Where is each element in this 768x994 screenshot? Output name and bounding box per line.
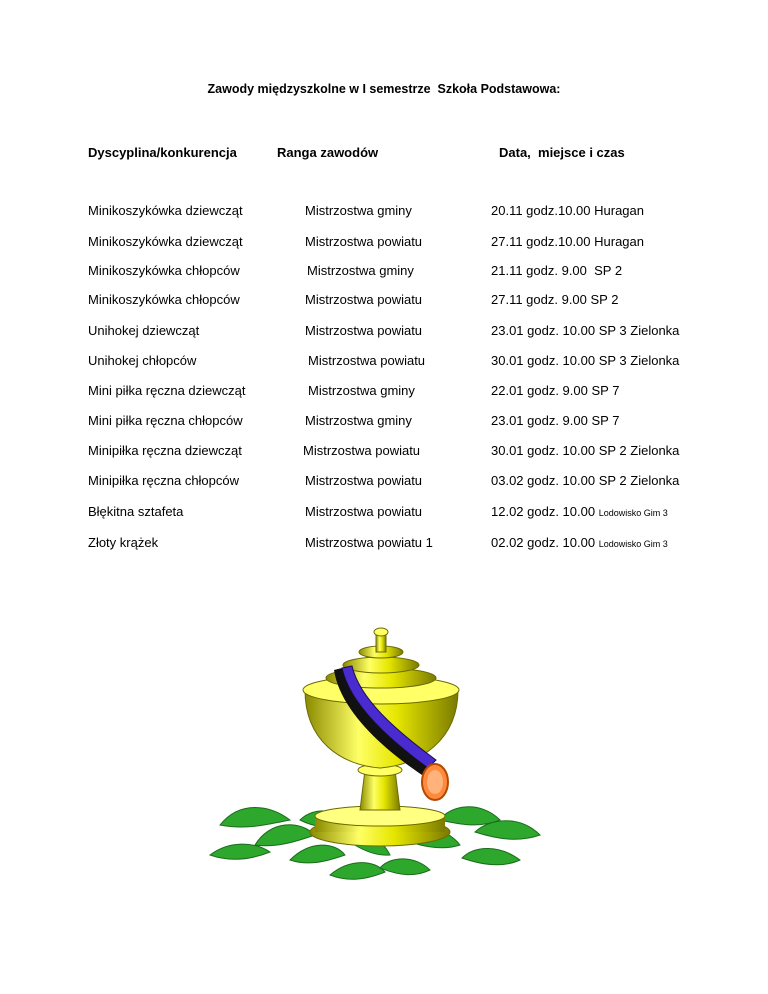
- rank-cell: Mistrzostwa powiatu: [305, 234, 423, 249]
- date-time-text: 21.11 godz. 9.00 SP 2: [491, 263, 623, 278]
- discipline-cell: Minikoszykówka dziewcząt: [88, 203, 243, 218]
- table-row: [0, 203, 768, 223]
- table-row: [0, 292, 768, 312]
- date-time-text: 20.11 godz.10.00 Huragan: [491, 203, 644, 218]
- table-row: [0, 413, 768, 433]
- table-row: [0, 443, 768, 463]
- venue-note: Lodowisko Gim 3: [598, 508, 668, 518]
- rank-cell: Mistrzostwa powiatu 1: [305, 535, 433, 550]
- discipline-cell: Unihokej dziewcząt: [88, 323, 200, 338]
- header-date-place-time: Data, miejsce i czas: [499, 145, 625, 160]
- date-time-text: 23.01 godz. 10.00 SP 3 Zielonka: [491, 323, 680, 338]
- discipline-cell: Minikoszykówka chłopców: [88, 263, 240, 278]
- rank-cell: Mistrzostwa gminy: [305, 413, 412, 428]
- discipline-cell: Minipiłka ręczna dziewcząt: [88, 443, 242, 458]
- rank-cell: Mistrzostwa powiatu: [305, 323, 423, 338]
- date-place-time-cell: [491, 234, 644, 249]
- date-time-text: 30.01 godz. 10.00 SP 3 Zielonka: [491, 353, 680, 368]
- discipline-cell: Minikoszykówka dziewcząt: [88, 234, 243, 249]
- table-row: [0, 353, 768, 373]
- date-time-text: 30.01 godz. 10.00 SP 2 Zielonka: [491, 443, 680, 458]
- rank-cell: Mistrzostwa powiatu: [305, 473, 423, 488]
- table-row: [0, 535, 768, 555]
- table-row: [0, 504, 768, 524]
- date-place-time-cell: [491, 263, 622, 278]
- rank-cell: Mistrzostwa gminy: [305, 203, 412, 218]
- rank-cell: Mistrzostwa powiatu: [305, 504, 423, 519]
- table-row: [0, 263, 768, 283]
- rank-cell: Mistrzostwa powiatu: [305, 292, 423, 307]
- date-place-time-cell: [491, 535, 668, 550]
- table-row: [0, 323, 768, 343]
- rank-cell: Mistrzostwa powiatu: [303, 443, 421, 458]
- date-place-time-cell: [491, 203, 644, 218]
- discipline-cell: Minikoszykówka chłopców: [88, 292, 240, 307]
- discipline-cell: Błękitna sztafeta: [88, 504, 184, 519]
- date-place-time-cell: [491, 353, 679, 368]
- table-row: [0, 234, 768, 254]
- page-title: Zawody międzyszkolne w I semestrze Szkoła Podstawowa:: [207, 82, 561, 96]
- date-place-time-cell: [491, 292, 618, 307]
- header-discipline: Dyscyplina/konkurencja: [88, 145, 237, 160]
- discipline-cell: Mini piłka ręczna dziewcząt: [88, 383, 246, 398]
- discipline-cell: Mini piłka ręczna chłopców: [88, 413, 243, 428]
- table-row: [0, 383, 768, 403]
- rank-cell: Mistrzostwa gminy: [307, 263, 414, 278]
- header-rank: Ranga zawodów: [277, 145, 379, 160]
- date-time-text: 02.02 godz. 10.00: [491, 535, 599, 550]
- date-time-text: 27.11 godz. 9.00 SP 2: [491, 292, 619, 307]
- date-place-time-cell: [491, 473, 679, 488]
- date-place-time-cell: [491, 504, 668, 519]
- discipline-cell: Złoty krążek: [88, 535, 159, 550]
- date-place-time-cell: [491, 413, 619, 428]
- date-time-text: 27.11 godz.10.00 Huragan: [491, 234, 644, 249]
- date-place-time-cell: [491, 383, 619, 398]
- table-row: [0, 473, 768, 493]
- rank-cell: Mistrzostwa powiatu: [308, 353, 426, 368]
- trophy-icon: [200, 620, 560, 910]
- date-time-text: 03.02 godz. 10.00 SP 2 Zielonka: [491, 473, 680, 488]
- discipline-cell: Minipiłka ręczna chłopców: [88, 473, 240, 488]
- date-place-time-cell: [491, 443, 679, 458]
- date-time-text: 23.01 godz. 9.00 SP 7: [491, 413, 620, 428]
- date-place-time-cell: [491, 323, 679, 338]
- date-time-text: 12.02 godz. 10.00: [491, 504, 599, 519]
- rank-cell: Mistrzostwa gminy: [308, 383, 415, 398]
- discipline-cell: Unihokej chłopców: [88, 353, 197, 368]
- venue-note: Lodowisko Gim 3: [598, 539, 668, 549]
- date-time-text: 22.01 godz. 9.00 SP 7: [491, 383, 620, 398]
